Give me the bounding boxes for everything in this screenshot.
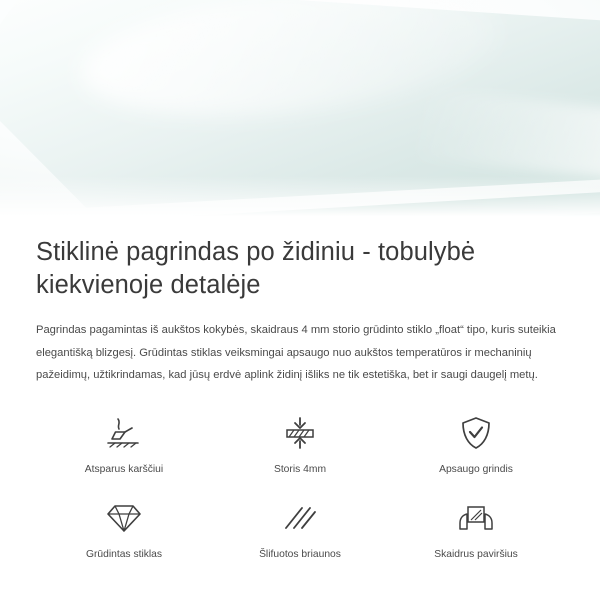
heat-resistant-icon <box>95 412 153 454</box>
feature-label: Grūdintas stiklas <box>85 548 163 560</box>
hero-bottom-fade <box>0 176 600 222</box>
hero-image <box>0 0 600 222</box>
feature-label: Storis 4mm <box>273 464 327 476</box>
feature-label: Skaidrus paviršius <box>434 548 518 560</box>
feature-floor-protection <box>388 412 564 476</box>
content-area <box>0 236 600 561</box>
polished-edge-icon <box>271 497 329 539</box>
feature-label: Šlifuotos briaunos <box>259 548 341 560</box>
page-title: Stiklinė pagrindas po židiniu - tobulybė kiekvienoje detalėje <box>36 238 476 299</box>
description-paragraph: Pagrindas pagamintas iš aukštos kokybės, skaidraus 4 mm storio grūdinto stiklo „float“ tipo, kuris suteikia elegantišką blizgesį. Grūdintas stiklas veiksmingai apsaugo nuo aukštos temperatūros ir mechaninių pažeidimų, užtikrindamas, kad jūsų erdvė aplink židinį išliks ne tik estetiška, bet ir saugi daugelį metų. <box>36 324 556 382</box>
thickness-arrows-icon <box>271 412 329 454</box>
diamond-icon <box>95 497 153 539</box>
feature-label: Atsparus karščiui <box>84 464 164 476</box>
feature-thickness <box>212 412 388 476</box>
feature-tempered-glass <box>36 497 212 561</box>
feature-grid <box>36 412 564 561</box>
feature-heat-resistant <box>36 412 212 476</box>
clean-hands-icon <box>447 497 505 539</box>
feature-polished-edges <box>212 497 388 561</box>
shield-check-icon <box>447 412 505 454</box>
feature-clear-surface <box>388 497 564 561</box>
feature-label: Apsaugo grindis <box>439 464 513 476</box>
